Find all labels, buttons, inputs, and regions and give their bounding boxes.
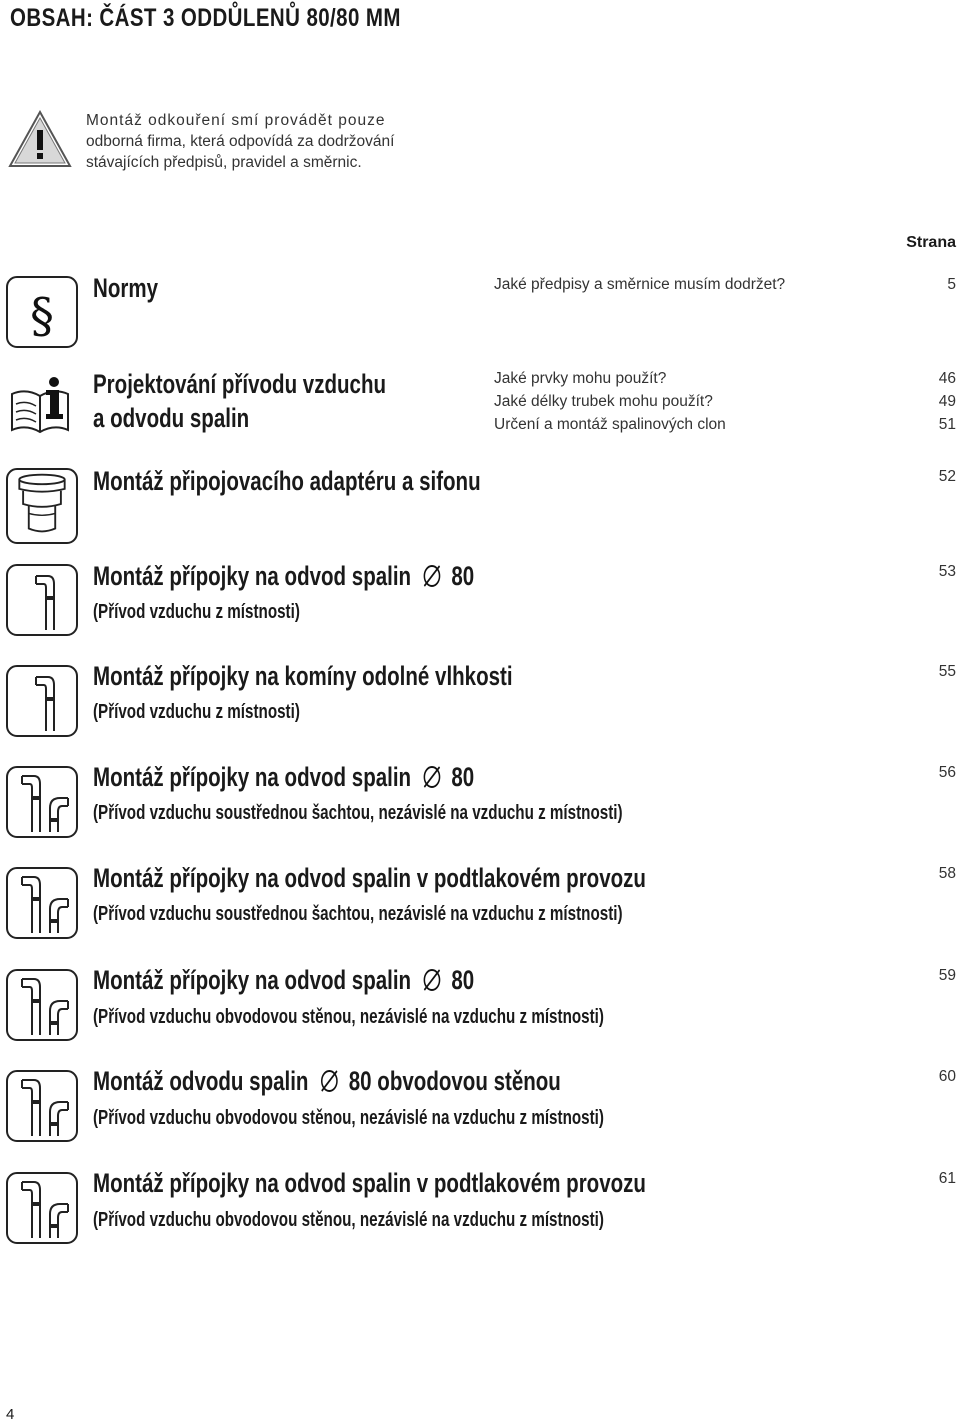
double-pipe-icon (6, 1070, 78, 1142)
diameter-icon (423, 967, 441, 991)
toc-page: 61 (938, 1170, 956, 1187)
double-pipe-icon (6, 867, 78, 939)
info-book-icon (6, 370, 78, 442)
page-number: 4 (6, 1406, 15, 1423)
entry-subtitle: (Přívod vzduchu soustřednou šachtou, nezávislé na vzduchu z místnosti) (93, 802, 623, 824)
entry-diameter: 80 (451, 965, 475, 995)
entry-title (93, 560, 474, 592)
warning-triangle-icon (8, 110, 72, 168)
diameter-icon (423, 764, 441, 788)
toc-page: 53 (938, 563, 956, 580)
entry-title-text: Montáž přípojky na odvod spalin (93, 561, 412, 591)
entry-subtitle: (Přívod vzduchu z místnosti) (93, 601, 300, 623)
entry-subtitle: (Přívod vzduchu obvodovou stěnou, nezávislé na vzduchu z místnosti) (93, 1209, 604, 1231)
toc-question: Jaké předpisy a směrnice musím dodržet? (494, 276, 786, 293)
entry-title: Montáž přípojky na odvod spalin v podtlakovém provozu (93, 1168, 646, 1198)
toc-question: Jaké prvky mohu použít? (494, 370, 667, 387)
entry-subtitle: (Přívod vzduchu z místnosti) (93, 701, 300, 723)
entry-title-text: Montáž odvodu spalin (93, 1066, 309, 1096)
entry-title-suffix: obvodovou stěnou (377, 1066, 561, 1096)
section-title-projektovani: Projektování přívodu vzduchu (93, 369, 387, 399)
toc-page: 58 (938, 865, 956, 882)
toc-page: 49 (938, 393, 956, 410)
svg-text:§: § (30, 288, 54, 344)
warning-line: Montáž odkouření smí provádět pouze (86, 112, 386, 129)
single-pipe-icon (6, 665, 78, 737)
warning-line: odborná firma, která odpovídá za dodržování (86, 133, 395, 150)
toc-page: 46 (938, 370, 956, 387)
entry-diameter: 80 (348, 1066, 372, 1096)
toc-question: Určení a montáž spalinových clon (494, 416, 726, 433)
entry-title: Montáž přípojky na odvod spalin v podtlakovém provozu (93, 863, 646, 893)
adapter-siphon-icon (6, 468, 78, 544)
page-title: OBSAH: ČÁST 3 ODDŮLENŮ 80/80 MM (10, 4, 401, 32)
single-pipe-icon (6, 564, 78, 636)
entry-diameter: 80 (451, 762, 475, 792)
entry-diameter: 80 (451, 561, 475, 591)
section-title-projektovani-line2: a odvodu spalin (93, 403, 250, 433)
entry-title-text: Montáž přípojky na odvod spalin (93, 762, 412, 792)
entry-title-text: Montáž přípojky na odvod spalin (93, 965, 412, 995)
entry-subtitle: (Přívod vzduchu obvodovou stěnou, nezávislé na vzduchu z místnosti) (93, 1107, 604, 1129)
section-title-adapter: Montáž připojovacího adaptéru a sifonu (93, 466, 481, 496)
diameter-icon (423, 563, 441, 587)
diameter-icon (320, 1068, 338, 1092)
toc-page: 59 (938, 967, 956, 984)
double-pipe-icon (6, 766, 78, 838)
entry-title (93, 964, 474, 996)
toc-question: Jaké délky trubek mohu použít? (494, 393, 713, 410)
entry-subtitle: (Přívod vzduchu obvodovou stěnou, nezávislé na vzduchu z místnosti) (93, 1006, 604, 1028)
double-pipe-icon (6, 969, 78, 1041)
toc-page: 56 (938, 764, 956, 781)
toc-page: 51 (938, 416, 956, 433)
double-pipe-icon (6, 1172, 78, 1244)
entry-title (93, 761, 474, 793)
entry-title: Montáž přípojky na komíny odolné vlhkosti (93, 661, 513, 691)
section-title-normy: Normy (93, 273, 159, 303)
page-column-header: Strana (906, 234, 956, 251)
paragraph-icon (6, 276, 78, 348)
entry-subtitle: (Přívod vzduchu soustřednou šachtou, nezávislé na vzduchu z místnosti) (93, 903, 623, 925)
warning-line: stávajících předpisů, pravidel a směrnic. (86, 154, 362, 171)
warning-text (86, 110, 426, 173)
entry-title (93, 1065, 561, 1097)
toc-page: 52 (938, 468, 956, 485)
toc-page: 55 (938, 663, 956, 680)
toc-page: 60 (938, 1068, 956, 1085)
toc-page: 5 (947, 276, 956, 293)
